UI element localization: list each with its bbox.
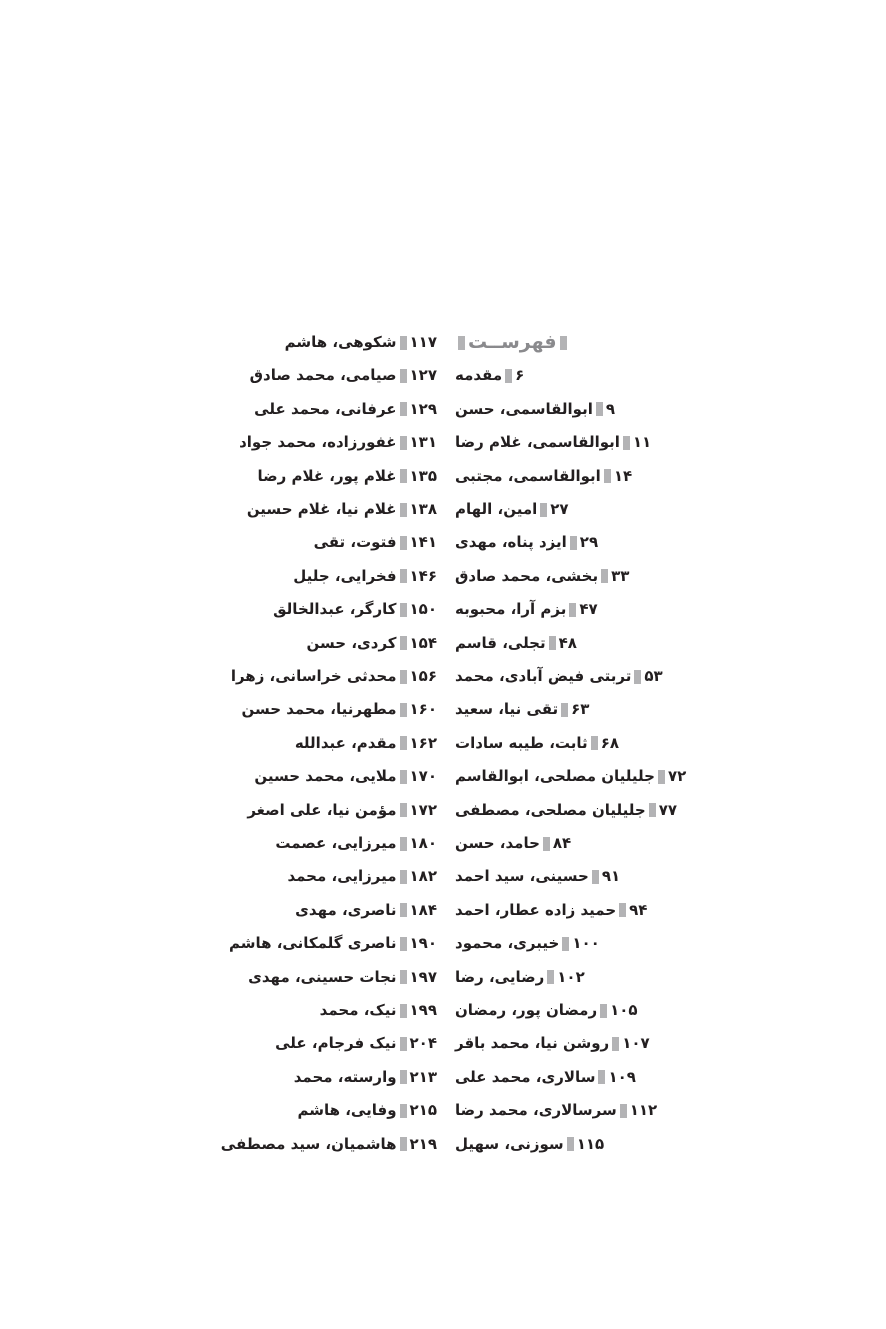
page-number: ۱۷۲ bbox=[409, 800, 437, 819]
square-marker-icon bbox=[549, 636, 556, 650]
entry-name: ملایی، محمد حسین bbox=[254, 767, 397, 786]
page-number: ۱۱ bbox=[632, 433, 652, 452]
toc-row bbox=[0, 527, 886, 557]
square-marker-icon bbox=[400, 1070, 407, 1084]
page-number: ۲۷ bbox=[550, 500, 569, 518]
square-marker-icon bbox=[569, 603, 576, 617]
toc-entry[interactable] bbox=[455, 895, 647, 925]
square-marker-icon bbox=[400, 837, 407, 851]
page-number: ۱۱۵ bbox=[576, 1134, 605, 1153]
page-number: ۷۲ bbox=[667, 767, 687, 786]
page-number: ۲۱۵ bbox=[409, 1101, 437, 1120]
page-number: ۵۳ bbox=[644, 667, 663, 685]
toc-entry[interactable] bbox=[455, 962, 585, 992]
page-number: ۱۰۹ bbox=[608, 1067, 636, 1086]
toc-entry[interactable] bbox=[221, 1129, 437, 1159]
entry-name: عرفانی، محمد علی bbox=[254, 399, 397, 418]
page-number: ۲۱۹ bbox=[409, 1134, 437, 1153]
square-marker-icon bbox=[400, 670, 407, 684]
square-marker-icon bbox=[400, 536, 407, 550]
square-marker-icon bbox=[400, 1104, 407, 1118]
page-number: ۱۱۷ bbox=[409, 333, 437, 351]
square-marker-icon bbox=[400, 1137, 407, 1151]
toc-entry[interactable] bbox=[455, 795, 677, 825]
entry-name: نیک فرجام، علی bbox=[275, 1034, 397, 1053]
toc-entry[interactable] bbox=[455, 995, 638, 1025]
page-number: ۱۱۲ bbox=[629, 1101, 658, 1120]
entry-name: تربتی فیض آبادی، محمد bbox=[455, 667, 632, 685]
toc-row bbox=[0, 360, 886, 390]
entry-name: تقی نیا، سعید bbox=[455, 700, 559, 719]
toc-row bbox=[0, 1129, 886, 1159]
toc-entry[interactable] bbox=[455, 861, 620, 891]
toc-entry[interactable] bbox=[275, 828, 437, 858]
toc-row bbox=[0, 694, 886, 724]
square-marker-icon bbox=[592, 870, 599, 884]
toc-entry[interactable] bbox=[455, 928, 600, 958]
entry-name: هاشمیان، سید مصطفی bbox=[220, 1134, 397, 1153]
toc-row bbox=[0, 1062, 886, 1092]
toc-entry[interactable] bbox=[455, 694, 589, 724]
page-number: ۱۳۵ bbox=[409, 466, 437, 485]
toc-entry[interactable] bbox=[455, 761, 686, 791]
page-number: ۱۳۸ bbox=[409, 500, 437, 518]
entry-name: خیبری، محمود bbox=[455, 934, 560, 953]
entry-name: رمضان پور، رمضان bbox=[455, 1001, 598, 1019]
square-marker-icon bbox=[400, 937, 407, 951]
square-marker-icon bbox=[400, 903, 407, 917]
toc-entry[interactable] bbox=[455, 728, 619, 758]
toc-entry[interactable] bbox=[455, 1028, 650, 1058]
page-number: ۱۵۰ bbox=[409, 600, 437, 619]
square-marker-icon bbox=[562, 937, 569, 951]
page-number: ۱۶۰ bbox=[409, 700, 437, 719]
page-number: ۹ bbox=[605, 399, 616, 418]
entry-name: وارسته، محمد bbox=[293, 1067, 397, 1086]
entry-name: نیک، محمد bbox=[319, 1001, 397, 1019]
toc-entry[interactable] bbox=[320, 995, 437, 1025]
toc-entry[interactable] bbox=[293, 561, 437, 591]
square-marker-icon bbox=[604, 469, 611, 483]
square-marker-icon bbox=[623, 436, 630, 450]
page-number: ۹۱ bbox=[601, 867, 621, 886]
entry-name: ثابت، طیبه سادات bbox=[455, 733, 588, 752]
toc-entry[interactable] bbox=[455, 594, 598, 624]
page-number: ۹۴ bbox=[629, 900, 648, 919]
entry-name: حسینی، سید احمد bbox=[455, 867, 589, 886]
entry-name: نجات حسینی، مهدی bbox=[248, 967, 397, 986]
page-number: ۱۰۵ bbox=[610, 1001, 638, 1019]
square-marker-icon bbox=[591, 736, 598, 750]
square-marker-icon bbox=[598, 1070, 605, 1084]
page-number: ۱۴۱ bbox=[409, 533, 437, 552]
toc-entry[interactable] bbox=[247, 795, 437, 825]
page-number: ۱۰۷ bbox=[622, 1034, 650, 1053]
toc-row bbox=[0, 461, 886, 491]
toc-row bbox=[0, 561, 886, 591]
page-number: ۱۸۲ bbox=[409, 867, 437, 886]
page-number: ۱۹۷ bbox=[409, 967, 437, 986]
toc-entry[interactable] bbox=[285, 327, 437, 357]
toc-row bbox=[0, 1095, 886, 1125]
entry-name: امین، الهام bbox=[455, 500, 538, 518]
toc-row bbox=[0, 761, 886, 791]
toc-row bbox=[0, 962, 886, 992]
entry-name: مطهرنیا، محمد حسن bbox=[241, 700, 397, 719]
toc-entry[interactable] bbox=[455, 461, 632, 491]
entry-name: سالاری، محمد علی bbox=[455, 1067, 596, 1086]
square-marker-icon bbox=[400, 336, 407, 350]
entry-name: فتوت، تقی bbox=[313, 533, 397, 552]
entry-name: غلام پور، غلام رضا bbox=[257, 466, 397, 485]
page-number: ۴۷ bbox=[579, 600, 598, 619]
toc-row bbox=[0, 895, 886, 925]
page-number: ۱۶۲ bbox=[409, 733, 437, 752]
toc-entry[interactable] bbox=[455, 561, 629, 591]
toc-row bbox=[0, 661, 886, 691]
page-number: ۲۰۴ bbox=[409, 1034, 437, 1053]
entry-name: شکوهی، هاشم bbox=[284, 333, 397, 351]
page-number: ۱۴۶ bbox=[409, 566, 437, 585]
toc-row bbox=[0, 594, 886, 624]
page-number: ۷۷ bbox=[658, 800, 678, 819]
entry-name: جلیلیان مصلحی، مصطفی bbox=[455, 800, 646, 819]
page-number: ۸۴ bbox=[552, 834, 572, 852]
toc-entry[interactable] bbox=[248, 962, 437, 992]
page-number: ۱۹۰ bbox=[409, 934, 437, 953]
toc-row bbox=[0, 327, 886, 357]
toc-entry[interactable] bbox=[455, 661, 663, 691]
page-number: ۶ bbox=[515, 366, 525, 385]
square-marker-icon bbox=[649, 803, 656, 817]
entry-name: مؤمن نیا، علی اصغر bbox=[247, 800, 397, 819]
entry-name: ابوالقاسمی، مجتبی bbox=[455, 466, 601, 485]
square-marker-icon bbox=[543, 837, 550, 851]
entry-name: صیامی، محمد صادق bbox=[249, 366, 397, 385]
toc-entry[interactable] bbox=[250, 360, 437, 390]
entry-name: مقدمه bbox=[455, 366, 503, 385]
toc-entry[interactable] bbox=[455, 394, 615, 424]
page-number: ۱۸۴ bbox=[409, 900, 437, 919]
page-number: ۱۰۰ bbox=[572, 934, 600, 953]
entry-name: رضایی، رضا bbox=[455, 967, 545, 986]
page-number: ۱۲۹ bbox=[409, 399, 437, 418]
square-marker-icon bbox=[400, 436, 407, 450]
toc-row bbox=[0, 394, 886, 424]
square-marker-icon bbox=[400, 703, 407, 717]
entry-name: فخرایی، جلیل bbox=[293, 566, 397, 585]
toc-row bbox=[0, 928, 886, 958]
page-number: ۱۴ bbox=[613, 466, 633, 485]
entry-name: روشن نیا، محمد باقر bbox=[455, 1034, 610, 1053]
square-marker-icon bbox=[600, 1004, 607, 1018]
entry-name: جلیلیان مصلحی، ابوالقاسم bbox=[455, 767, 655, 786]
square-marker-icon bbox=[400, 503, 407, 517]
toc-entry[interactable] bbox=[257, 461, 437, 491]
toc-entry[interactable] bbox=[294, 1062, 437, 1092]
square-marker-icon bbox=[596, 402, 603, 416]
toc-entry[interactable] bbox=[455, 527, 598, 557]
entry-name: حمید زاده عطار، احمد bbox=[455, 900, 617, 919]
entry-name: میرزایی، عصمت bbox=[275, 834, 397, 852]
toc-row bbox=[0, 1028, 886, 1058]
square-marker-icon bbox=[400, 369, 407, 383]
toc-entry[interactable] bbox=[295, 895, 437, 925]
toc-entry[interactable] bbox=[275, 1028, 437, 1058]
toc-row bbox=[0, 828, 886, 858]
entry-name: ابوالقاسمی، حسن bbox=[455, 399, 593, 418]
entry-name: بزم آرا، محبوبه bbox=[455, 600, 567, 619]
toc-entry[interactable] bbox=[455, 427, 651, 457]
entry-name: غفورزاده، محمد جواد bbox=[239, 433, 397, 452]
entry-name: ابوالقاسمی، غلام رضا bbox=[455, 433, 620, 452]
toc-row bbox=[0, 995, 886, 1025]
page-number: ۱۵۴ bbox=[409, 633, 437, 652]
page-number: ۲۹ bbox=[579, 533, 599, 552]
toc-entry[interactable] bbox=[287, 861, 437, 891]
square-marker-icon bbox=[400, 1037, 407, 1051]
entry-name: ایزد پناه، مهدی bbox=[455, 533, 567, 552]
toc-entry[interactable] bbox=[229, 928, 437, 958]
entry-name: تجلی، قاسم bbox=[455, 633, 546, 652]
heading-text: فهرســت bbox=[468, 331, 557, 353]
entry-name: کردی، حسن bbox=[306, 633, 397, 652]
entry-name: محدثی خراسانی، زهرا bbox=[230, 667, 397, 685]
entry-name: سرسالاری، محمد رضا bbox=[455, 1101, 617, 1120]
square-marker-icon bbox=[400, 770, 407, 784]
toc-entry[interactable] bbox=[307, 628, 437, 658]
square-marker-icon bbox=[400, 402, 407, 416]
entry-name: بخشی، محمد صادق bbox=[455, 566, 599, 585]
page-number: ۱۰۲ bbox=[557, 967, 585, 986]
toc-entry[interactable] bbox=[455, 828, 571, 858]
toc-entry[interactable] bbox=[455, 494, 569, 524]
entry-name: ناصری، مهدی bbox=[295, 900, 397, 919]
square-marker-icon bbox=[505, 369, 512, 383]
entry-name: حامد، حسن bbox=[455, 834, 540, 852]
square-marker-icon bbox=[400, 469, 407, 483]
square-marker-icon bbox=[400, 870, 407, 884]
page-number: ۱۹۹ bbox=[409, 1001, 437, 1019]
page-number: ۱۸۰ bbox=[409, 834, 437, 852]
toc-entry[interactable] bbox=[455, 360, 524, 390]
square-marker-icon bbox=[567, 1137, 574, 1151]
page-number: ۴۸ bbox=[558, 633, 577, 652]
toc-entry[interactable] bbox=[455, 1129, 604, 1159]
square-marker-icon bbox=[619, 903, 626, 917]
entry-name: سوزنی، سهیل bbox=[455, 1134, 564, 1153]
square-marker-icon bbox=[561, 703, 568, 717]
square-marker-icon bbox=[547, 970, 554, 984]
toc-row bbox=[0, 861, 886, 891]
page-number: ۱۲۷ bbox=[409, 366, 437, 385]
page-number: ۱۷۰ bbox=[409, 767, 437, 786]
toc-entry[interactable] bbox=[295, 728, 437, 758]
square-marker-icon bbox=[570, 536, 577, 550]
page-number: ۶۸ bbox=[600, 733, 619, 752]
square-marker-icon bbox=[400, 736, 407, 750]
toc-entry[interactable] bbox=[231, 661, 437, 691]
entry-name: میرزایی، محمد bbox=[287, 867, 397, 886]
page-number: ۱۵۶ bbox=[409, 667, 437, 685]
square-marker-icon bbox=[658, 770, 665, 784]
toc-entry[interactable] bbox=[273, 594, 437, 624]
toc-entry[interactable] bbox=[239, 427, 437, 457]
square-marker-icon bbox=[400, 636, 407, 650]
page-number: ۲۱۳ bbox=[409, 1067, 437, 1086]
toc-entry[interactable] bbox=[254, 394, 437, 424]
toc-row bbox=[0, 795, 886, 825]
square-marker-icon bbox=[601, 569, 608, 583]
entry-name: وفایی، هاشم bbox=[297, 1101, 397, 1120]
toc-entry[interactable] bbox=[254, 761, 437, 791]
entry-name: غلام نیا، غلام حسین bbox=[246, 500, 397, 518]
square-marker-icon bbox=[612, 1037, 619, 1051]
square-marker-icon bbox=[400, 603, 407, 617]
toc-row bbox=[0, 427, 886, 457]
toc-entry[interactable] bbox=[297, 1095, 437, 1125]
square-marker-icon bbox=[400, 1004, 407, 1018]
toc-row bbox=[0, 494, 886, 524]
square-marker-icon bbox=[540, 503, 547, 517]
toc-entry[interactable] bbox=[455, 1062, 636, 1092]
toc-entry[interactable] bbox=[241, 694, 437, 724]
entry-name: مقدم، عبدالله bbox=[294, 733, 397, 752]
entry-name: کارگر، عبدالخالق bbox=[273, 600, 397, 619]
square-marker-icon bbox=[620, 1104, 627, 1118]
page-number: ۶۳ bbox=[571, 700, 590, 719]
toc-entry[interactable] bbox=[455, 1095, 657, 1125]
page-number: ۱۳۱ bbox=[409, 433, 437, 452]
page-number: ۳۳ bbox=[611, 566, 630, 585]
square-marker-icon bbox=[400, 569, 407, 583]
entry-name: ناصری گلمکانی، هاشم bbox=[228, 934, 397, 953]
toc-row bbox=[0, 628, 886, 658]
square-marker-icon bbox=[400, 970, 407, 984]
square-marker-icon bbox=[400, 803, 407, 817]
toc-entry[interactable] bbox=[314, 527, 437, 557]
square-marker-icon bbox=[634, 670, 641, 684]
toc-row bbox=[0, 728, 886, 758]
toc-entry[interactable] bbox=[455, 628, 577, 658]
toc-entry[interactable] bbox=[247, 494, 437, 524]
